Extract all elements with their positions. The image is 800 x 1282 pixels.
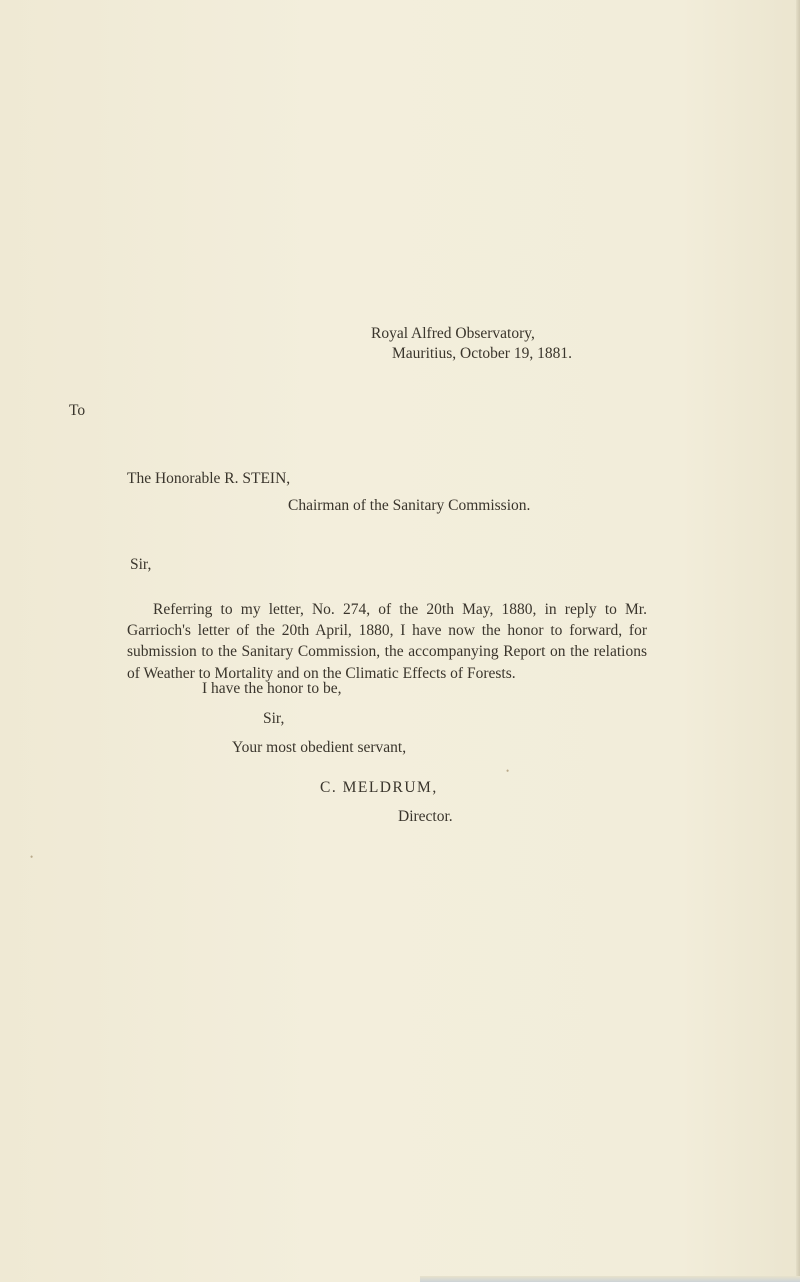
signature-title: Director. — [398, 808, 453, 825]
ink-speck: • — [506, 766, 510, 776]
letter-date: Mauritius, October 19, 1881. — [392, 345, 572, 362]
letter-place: Royal Alfred Observatory, — [371, 325, 535, 342]
letter-body: Referring to my letter, No. 274, of the 20th May, 1880, in reply to Mr. Garrioch's letter of the 20th April, 1880, I have now the honor to forward, for submission to the Sanitary Commission, the accompanying Report on the relations of Weather to Mortality and on the Climatic Effects of Forests. — [127, 601, 647, 682]
closing-line: I have the honor to be, — [202, 680, 342, 697]
signature-name: C. MELDRUM, — [320, 779, 438, 796]
closing-servant: Your most obedient servant, — [232, 739, 407, 756]
closing-sir: Sir, — [263, 710, 285, 727]
addressee-name: The Honorable R. STEIN, — [127, 470, 291, 487]
ink-speck: • — [30, 852, 34, 862]
salutation: Sir, — [130, 556, 152, 573]
page-bottom-edge — [420, 1276, 800, 1282]
page-edge-shadow — [796, 0, 800, 1282]
to-label: To — [69, 402, 86, 419]
addressee-title: Chairman of the Sanitary Commission. — [288, 497, 531, 514]
